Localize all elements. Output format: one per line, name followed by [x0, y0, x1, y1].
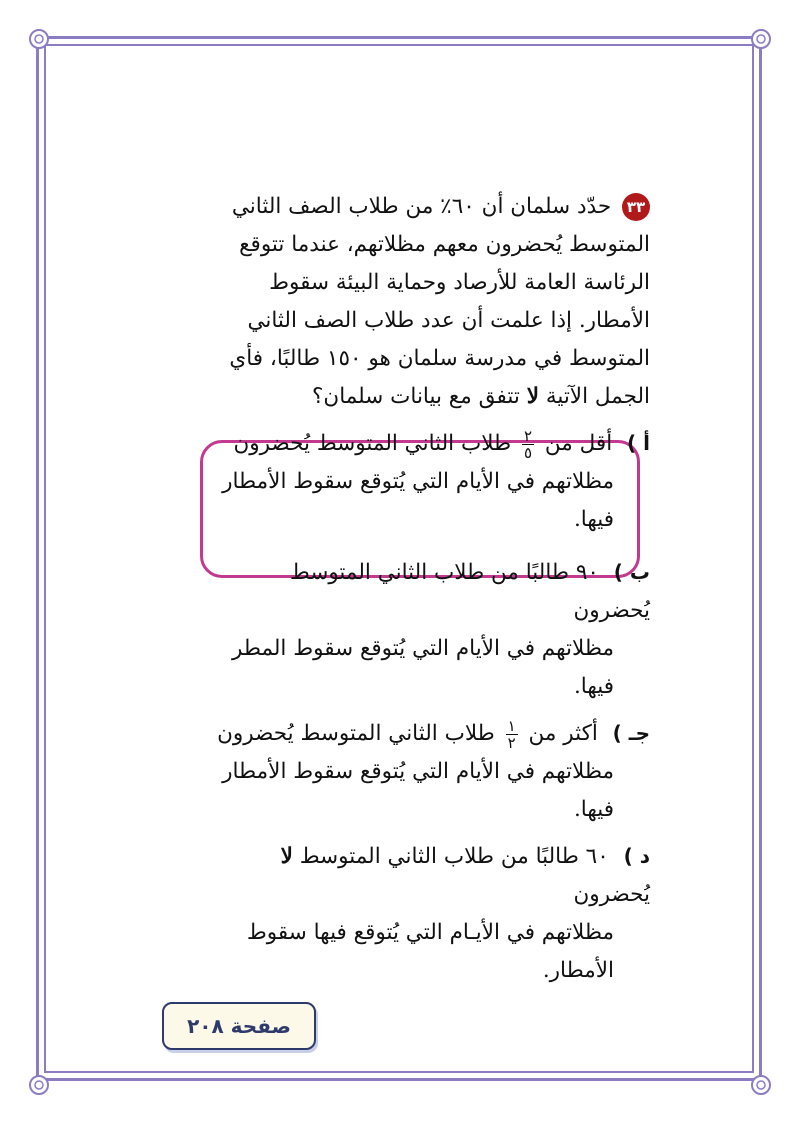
question-line-2: المتوسط يُحضرون معهم مظلاتهم، عندما تتوقع	[239, 232, 650, 257]
corner-ornament-icon	[750, 1074, 772, 1096]
option-d[interactable]: د ) ٦٠ طالبًا من طلاب الثاني المتوسط لا يُحضرون مظلاتهم في الأيـام التي يُتوقع فيها سقوط الأمطار.	[246, 844, 650, 983]
option-a[interactable]: أ ) أقل من $\frac{٢}{٥}$ طلاب الثاني المتوسط يُحضرون مظلاتهم في الأيام التي يُتوقع سقوط الأمطار فيها.	[222, 426, 650, 532]
corner-ornament-icon	[28, 28, 50, 50]
option-letter: جـ )	[612, 721, 650, 745]
question-block	[180, 188, 650, 990]
option-letter: ب )	[613, 560, 650, 584]
option-b[interactable]: ب ) ٩٠ طالبًا من طلاب الثاني المتوسط يُحضرون مظلاتهم في الأيام التي يُتوقع سقوط المطر فيها.	[231, 560, 650, 699]
option-letter: د )	[623, 844, 650, 868]
question-line-1: ٣٣ حدّد سلمان أن ٦٠٪ من طلاب الصف الثاني	[210, 188, 650, 226]
page-number-tag: صفحة ٢٠٨	[162, 1002, 316, 1050]
question-number-badge: ٣٣	[622, 193, 650, 221]
question-line-3: الرئاسة العامة للأرصاد وحماية البيئة سقوط	[269, 270, 650, 295]
corner-ornament-icon	[750, 28, 772, 50]
corner-ornament-icon	[28, 1074, 50, 1096]
question-line-5: المتوسط في مدرسة سلمان هو ١٥٠ طالبًا، فأي	[229, 346, 650, 371]
question-line-6: الجمل الآتية لا تتفق مع بيانات سلمان؟	[312, 384, 650, 409]
question-line-4: الأمطار. إذا علمت أن عدد طلاب الصف الثاني	[247, 308, 650, 333]
option-letter: أ )	[627, 431, 650, 455]
option-c[interactable]: جـ ) أكثر من $\frac{١}{٢}$ طلاب الثاني المتوسط يُحضرون مظلاتهم في الأيام التي يُتوقع سقوط الأمطار فيها.	[217, 716, 650, 822]
fraction: $\frac{١}{٢}$	[507, 716, 516, 752]
fraction: $\frac{٢}{٥}$	[524, 426, 533, 462]
